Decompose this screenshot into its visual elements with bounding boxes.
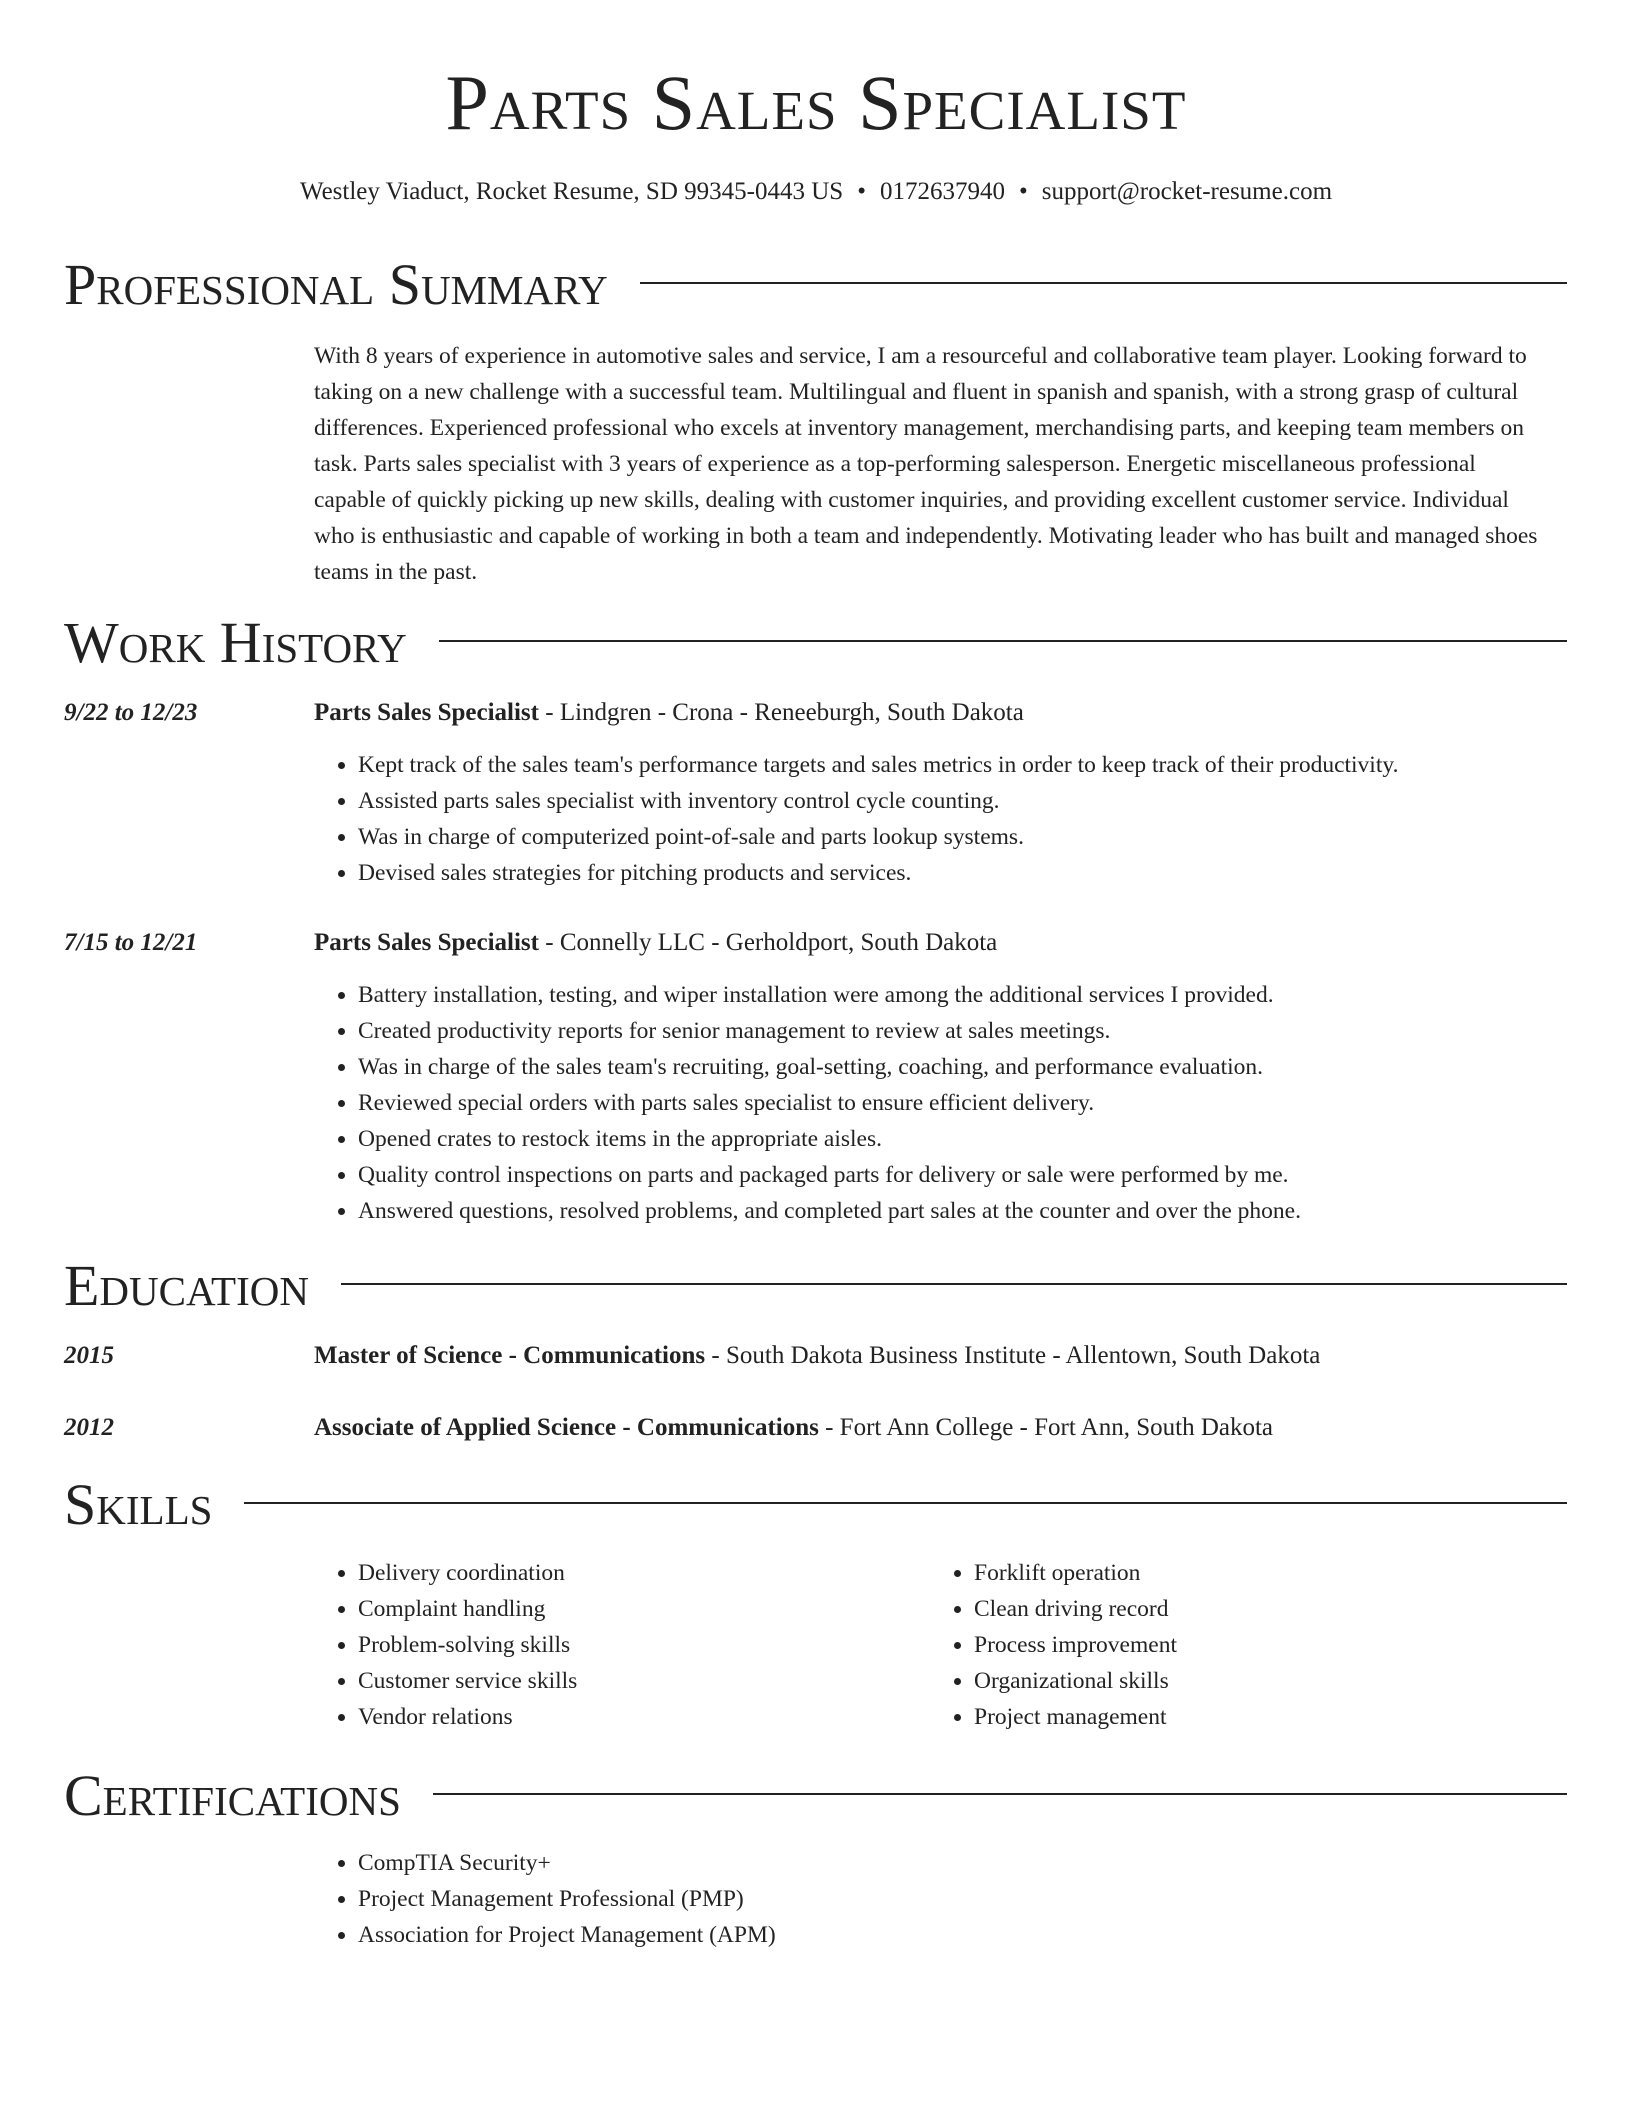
contact-address: Westley Viaduct, Rocket Resume, SD 99345-0443 US: [299, 178, 844, 205]
section-rule: [244, 1502, 1567, 1504]
list-item: • Vendor relations: [358, 1699, 577, 1735]
section-header-work: [64, 608, 1567, 678]
job-title-line: [314, 695, 1024, 731]
list-item: • CompTIA Security+: [358, 1845, 776, 1881]
list-item: • Was in charge of the sales team's recruiting, goal-setting, coaching, and performance evaluation.: [358, 1049, 1301, 1085]
skills-list-right: [930, 1555, 1177, 1735]
list-item: • Battery installation, testing, and wiper installation were among the additional services I provided.: [358, 977, 1301, 1013]
job-bullet-list: [314, 747, 1398, 891]
section-header-certifications: [64, 1761, 1567, 1831]
list-item: • Reviewed special orders with parts sales specialist to ensure efficient delivery.: [358, 1085, 1301, 1121]
job-role: Parts Sales Specialist: [314, 929, 539, 956]
section-title-summary: Professional Summary: [64, 252, 608, 317]
summary-text: With 8 years of experience in automotive sales and service, I am a resourceful and collaborative team player. Looking forward to taking on a new challenge with a successful team. Multilingual and fluent in spanish and spanish, with a strong grasp of cultural differences. Experienced professional who excels at inventory management, merchandising parts, and keeping team members on task. Parts sales specialist with 3 years of experience as a top-performing salesperson. Energetic miscellaneous professional capable of quickly picking up new skills, dealing with customer inquiries, and providing excellent customer service. Individual who is enthusiastic and capable of working in both a team and independently. Motivating leader who has built and managed shoes teams in the past.: [314, 343, 1538, 585]
list-item: • Was in charge of computerized point-of-sale and parts lookup systems.: [358, 819, 1398, 855]
education-degree: Associate of Applied Science - Communications: [314, 1414, 819, 1441]
section-rule: [433, 1793, 1567, 1795]
job-dates: 7/15 to 12/21: [64, 929, 198, 956]
list-item: • Project management: [974, 1699, 1177, 1735]
list-item: • Process improvement: [974, 1627, 1177, 1663]
list-item: • Assisted parts sales specialist with inventory control cycle counting.: [358, 783, 1398, 819]
job-title-line: [314, 925, 997, 961]
education-year: 2015: [64, 1342, 114, 1369]
contact-separator: •: [1018, 178, 1028, 205]
job-bullet-list: [314, 977, 1301, 1229]
section-title-work: Work History: [64, 610, 407, 675]
list-item: • Answered questions, resolved problems, and completed part sales at the counter and over the phone.: [358, 1193, 1301, 1229]
list-item: • Created productivity reports for senior management to review at sales meetings.: [358, 1013, 1301, 1049]
list-item: • Clean driving record: [974, 1591, 1177, 1627]
job-dates: 9/22 to 12/23: [64, 699, 198, 726]
section-title-education: Education: [64, 1253, 309, 1318]
section-header-education: [64, 1251, 1567, 1321]
skills-list-left: [314, 1555, 577, 1735]
section-header-skills: [64, 1470, 1567, 1540]
list-item: • Project Management Professional (PMP): [358, 1881, 776, 1917]
list-item: • Forklift operation: [974, 1555, 1177, 1591]
contact-separator: •: [857, 178, 866, 205]
job-role: Parts Sales Specialist: [314, 699, 539, 726]
list-item: • Association for Project Management (APM): [358, 1917, 776, 1953]
education-details: - Fort Ann College - Fort Ann, South Dakota: [818, 1414, 1274, 1441]
education-degree: Master of Science - Communications: [314, 1342, 706, 1369]
list-item: • Problem-solving skills: [358, 1627, 577, 1663]
job-details: - Lindgren - Crona - Reneeburgh, South Dakota: [539, 699, 1024, 726]
education-entry: [314, 1338, 1320, 1374]
list-item: • Delivery coordination: [358, 1555, 577, 1591]
job-details: - Connelly LLC - Gerholdport, South Dakota: [539, 929, 998, 956]
list-item: • Devised sales strategies for pitching products and services.: [358, 855, 1398, 891]
education-details: - South Dakota Business Institute - Allentown, South Dakota: [705, 1342, 1321, 1369]
list-item: • Organizational skills: [974, 1663, 1177, 1699]
section-title-certifications: Certifications: [64, 1763, 401, 1828]
contact-phone: 0172637940: [879, 178, 1005, 205]
education-year: 2012: [64, 1414, 114, 1441]
education-entry: [314, 1410, 1273, 1446]
contact-line: [0, 175, 1632, 209]
list-item: • Complaint handling: [358, 1591, 577, 1627]
section-rule: [341, 1283, 1567, 1285]
list-item: • Opened crates to restock items in the appropriate aisles.: [358, 1121, 1301, 1157]
list-item: • Quality control inspections on parts and packaged parts for delivery or sale were performed by me.: [358, 1157, 1301, 1193]
contact-email: support@rocket-resume.com: [1041, 178, 1333, 205]
list-item: • Customer service skills: [358, 1663, 577, 1699]
certifications-list: [314, 1845, 776, 1953]
list-item: • Kept track of the sales team's performance targets and sales metrics in order to keep track of their productivity.: [358, 747, 1398, 783]
section-title-skills: Skills: [64, 1472, 213, 1537]
section-rule: [439, 640, 1567, 642]
resume-name: Parts Sales Specialist: [445, 59, 1187, 146]
section-rule: [640, 282, 1567, 284]
section-header-summary: [64, 250, 1567, 320]
